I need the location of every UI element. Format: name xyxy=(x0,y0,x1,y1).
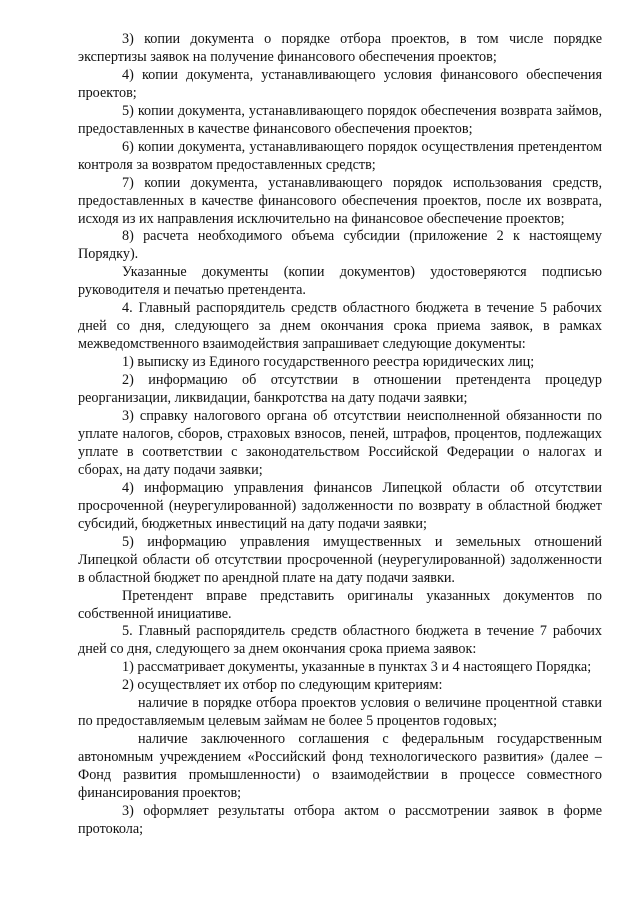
document-paragraph: наличие в порядке отбора проектов условия о величине процентной ставки по предоставляемым целевым займам не более 5 процентов годовых; xyxy=(78,695,602,730)
document-paragraph: 4) копии документа, устанавливающего условия финансового обеспечения проектов; xyxy=(78,66,602,101)
document-paragraph: 6) копии документа, устанавливающего порядок осуществления претендентом контроля за возвратом предоставленных средств; xyxy=(78,138,602,173)
document-paragraph: 3) оформляет результаты отбора актом о рассмотрении заявок в форме протокола; xyxy=(78,802,602,837)
document-paragraph: 4. Главный распорядитель средств областного бюджета в течение 5 рабочих дней со дня, следующего за днем окончания срока приема заявок, в рамках межведомственного взаимодействия запрашивает следующие документы: xyxy=(78,300,602,353)
document-paragraph: 5) информацию управления имущественных и земельных отношений Липецкой области об отсутствии просроченной (неурегулированной) задолженности в областной бюджет по арендной плате на дату подачи заявки. xyxy=(78,533,602,586)
document-paragraph: 5. Главный распорядитель средств областного бюджета в течение 7 рабочих дней со дня, следующего за днем окончания срока приема заявок: xyxy=(78,623,602,658)
document-paragraph: Претендент вправе представить оригиналы указанных документов по собственной инициативе. xyxy=(78,587,602,622)
document-paragraph: 1) выписку из Единого государственного реестра юридических лиц; xyxy=(122,354,535,371)
document-paragraph: Указанные документы (копии документов) удостоверяются подписью руководителя и печатью претендента. xyxy=(78,264,602,299)
document-paragraph: 1) рассматривает документы, указанные в пунктах 3 и 4 настоящего Порядка; xyxy=(122,659,592,676)
document-paragraph: 4) информацию управления финансов Липецкой области об отсутствии просроченной (неурегулированной) задолженности по возврату в областной бюджет субсидий, бюджетных инвестиций на дату подачи заявки; xyxy=(78,479,602,532)
document-paragraph: 3) копии документа о порядке отбора проектов, в том числе порядке экспертизы заявок на получение финансового обеспечения проектов; xyxy=(78,31,602,65)
document-paragraph: 5) копии документа, устанавливающего порядок обеспечения возврата займов, предоставленных в качестве финансового обеспечения проектов; xyxy=(78,102,602,137)
document-page xyxy=(78,31,602,839)
document-paragraph: 3) справку налогового органа об отсутствии неисполненной обязанности по уплате налогов, сборов, страховых взносов, пеней, штрафов, процентов, подлежащих уплате в соответствии с законодательством Российской Федерации о налогах и сборах, на дату подачи заявки; xyxy=(78,408,602,478)
document-paragraph: 2) информацию об отсутствии в отношении претендента процедур реорганизации, ликвидации, банкротства на дату подачи заявки; xyxy=(78,372,602,407)
document-paragraph: 8) расчета необходимого объема субсидии (приложение 2 к настоящему Порядку). xyxy=(78,228,602,263)
document-paragraph: 7) копии документа, устанавливающего порядок использования средств, предоставленных в качестве финансового обеспечения проектов, после их возврата, исходя из их направления исключительно на финансовое обеспечение проектов; xyxy=(78,174,602,227)
document-paragraph: наличие заключенного соглашения с федеральным государственным автономным учреждением «Российский фонд технологического развития» (далее – Фонд развития промышленности) о взаимодействии в процессе совместного финансирования проектов; xyxy=(78,731,602,802)
document-paragraph: 2) осуществляет их отбор по следующим критериям: xyxy=(122,677,443,694)
